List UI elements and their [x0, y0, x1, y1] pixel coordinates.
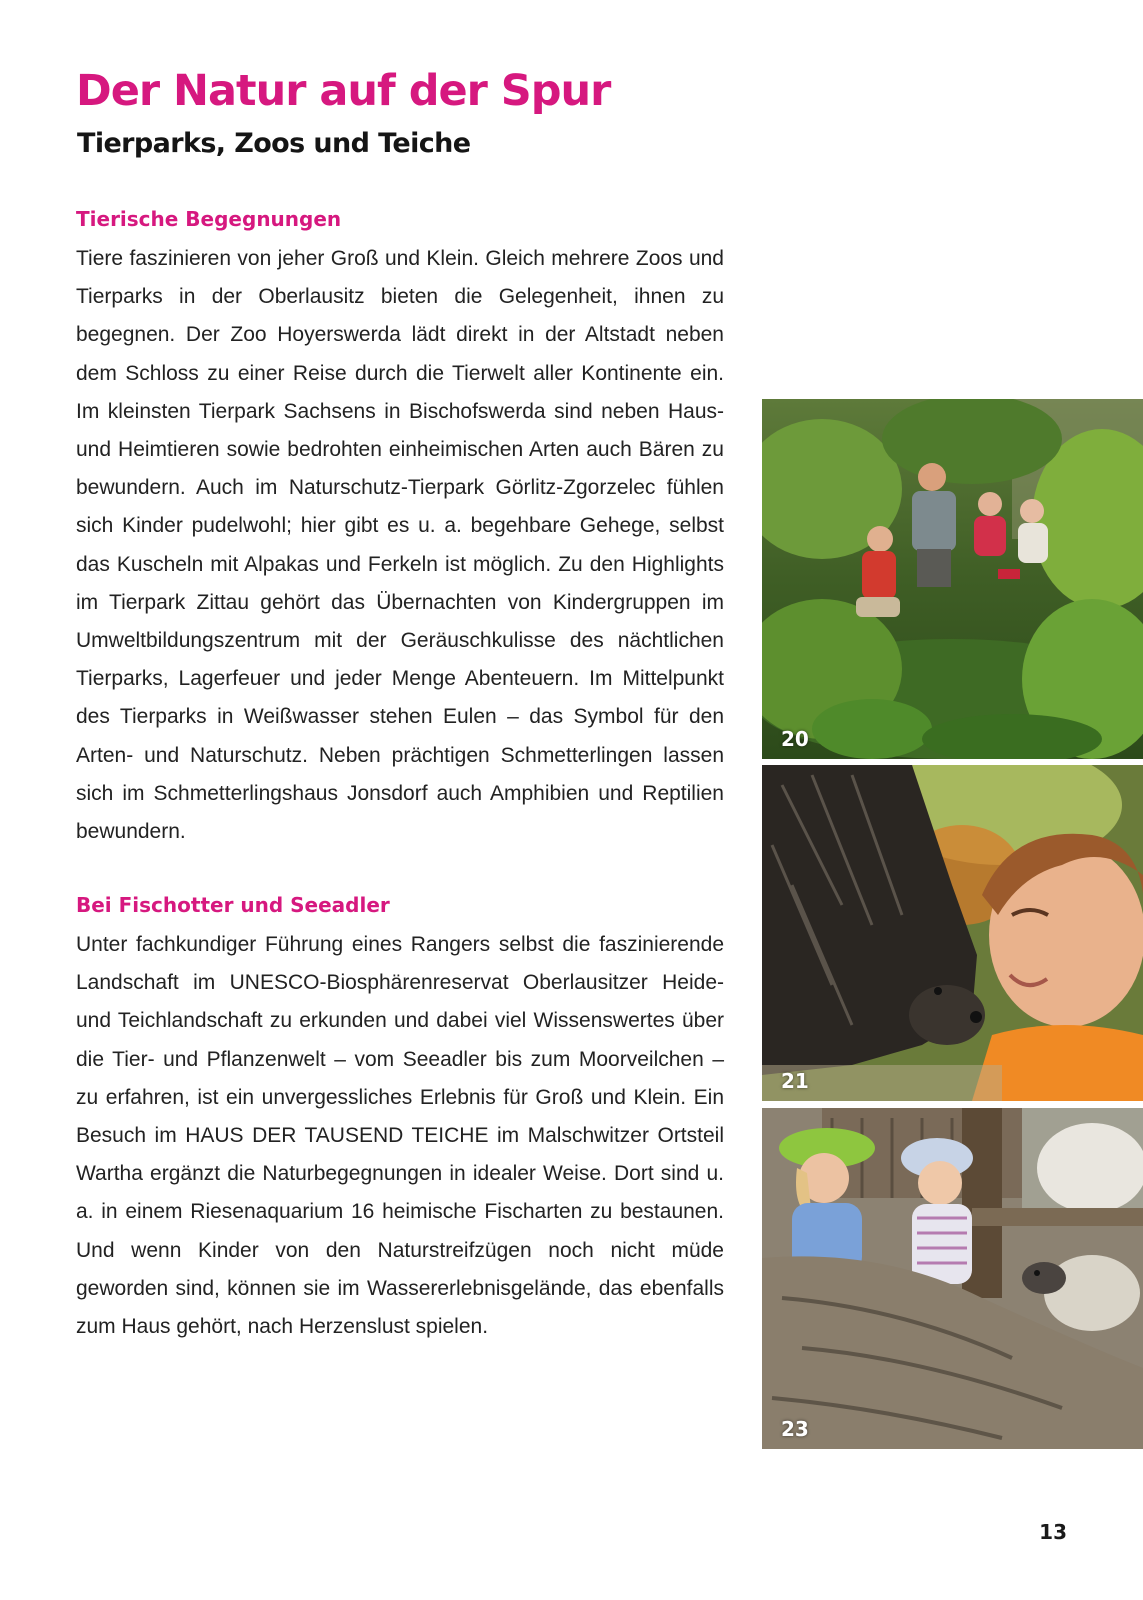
- photo-number: 23: [781, 1417, 809, 1441]
- page-number: 13: [1039, 1520, 1067, 1544]
- page-subtitle: Tierparks, Zoos und Teiche: [77, 128, 471, 159]
- section-text-fischotter-seeadler: Unter fachkundiger Führung eines Rangers selbst die faszinierende Landschaft im UNESCO-Biosphärenreservat Oberlausitzer Heide- und Teichlandschaft zu erkunden und dabei viel Wissenswertes über die Tier- und Pflanzenwelt – vom Seeadler bis zum Moorveilchen – zu erfahren, ist ein unvergessliches Erlebnis für Groß und Klein. Ein Besuch im HAUS DER TAUSEND TEICHE im Malschwitzer Ortsteil Wartha ergänzt die Naturbegegnungen in idealer Weise. Dort sind u. a. in einem Riesenaquarium 16 heimische Fischarten zu bestaunen. Und wenn Kinder von den Naturstreifzügen noch nicht müde geworden sind, können sie im Wassererlebnisgelände, das ebenfalls zum Haus gehört, nach Herzenslust spielen.: [76, 933, 724, 1339]
- photo-number: 21: [781, 1069, 809, 1093]
- page-title: Der Natur auf der Spur: [76, 66, 611, 116]
- section-text-tierische-begegnungen: Tiere faszinieren von jeher Groß und Klein. Gleich mehrere Zoos und Tierparks in der Oberlausitz bieten die Gelegenheit, ihnen zu begegnen. Der Zoo Hoyerswerda lädt direkt in der Altstadt neben dem Schloss zu einer Reise durch die Tierwelt aller Kontinente ein. Im kleinsten Tierpark Sachsens in Bischofswerda sind neben Haus- und Heimtieren sowie bedrohten einheimischen Arten auch Bären zu bewundern. Auch im Naturschutz-Tierpark Görlitz-Zgorzelec fühlen sich Kinder pudelwohl; hier gibt es u. a. begehbare Gehege, selbst das Kuscheln mit Alpakas und Ferkeln ist möglich. Zu den Highlights im Tierpark Zittau gehört das Übernachten von Kindergruppen im Umweltbildungszentrum mit der Geräuschkulisse des nächtlichen Tierparks, Lagerfeuer und jeder Menge Abenteuern. Im Mittelpunkt des Tierparks in Weißwasser stehen Eulen – das Symbol für den Arten- und Naturschutz. Neben prächtigen Schmetterlingen lassen sich im Schmetterlingshaus Jonsdorf auch Amphibien und Reptilien bewundern.: [76, 247, 724, 844]
- section-heading-fischotter-seeadler: Bei Fischotter und Seeadler: [76, 893, 390, 917]
- photo-21-illustration: [762, 765, 1143, 1101]
- photo-number: 20: [781, 727, 809, 751]
- photo-23-illustration: [762, 1108, 1143, 1449]
- photo-boy-porcupine: [762, 765, 1143, 1101]
- section-heading-tierische-begegnungen: Tierische Begegnungen: [76, 207, 342, 231]
- photo-20-illustration: [762, 399, 1143, 759]
- photo-children-goats: [762, 1108, 1143, 1449]
- photo-family-tropical-house: [762, 399, 1143, 759]
